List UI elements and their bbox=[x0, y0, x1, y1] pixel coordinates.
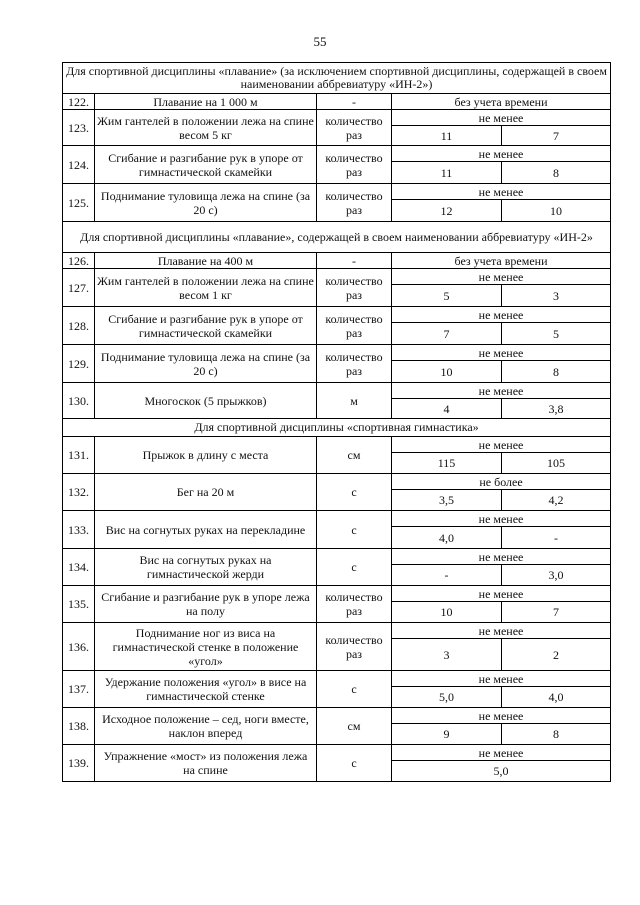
row-number: 132. bbox=[63, 474, 95, 511]
unit: см bbox=[317, 437, 392, 474]
table-row bbox=[63, 708, 611, 724]
row-number: 135. bbox=[63, 586, 95, 623]
norm-value-1: 3 bbox=[392, 639, 502, 671]
norm-value-2: 7 bbox=[502, 602, 611, 623]
row-number: 138. bbox=[63, 708, 95, 745]
unit: количество раз bbox=[317, 307, 392, 345]
row-number: 124. bbox=[63, 146, 95, 184]
norm-label: не менее bbox=[392, 586, 611, 602]
test-name: Исходное положение – сед, ноги вместе, наклон вперед bbox=[95, 708, 317, 745]
norm-label: не менее bbox=[392, 269, 611, 285]
test-name: Бег на 20 м bbox=[95, 474, 317, 511]
norm-value-2: 8 bbox=[502, 724, 611, 745]
norm-label: не менее bbox=[392, 146, 611, 162]
norm-value-2: 10 bbox=[502, 200, 611, 222]
unit: количество раз bbox=[317, 586, 392, 623]
row-number: 139. bbox=[63, 745, 95, 782]
norm-label: не менее bbox=[392, 623, 611, 639]
norm-label: не менее bbox=[392, 549, 611, 565]
table-row bbox=[63, 110, 611, 126]
norm-value-1: 10 bbox=[392, 602, 502, 623]
norm-value-1: 4 bbox=[392, 399, 502, 419]
row-number: 125. bbox=[63, 184, 95, 222]
unit: - bbox=[317, 253, 392, 269]
norm-value-1: - bbox=[392, 565, 502, 586]
norm-label: не менее bbox=[392, 745, 611, 761]
norm-value-1: 4,0 bbox=[392, 527, 502, 549]
unit: с bbox=[317, 745, 392, 782]
row-number: 133. bbox=[63, 511, 95, 549]
norm-value-2: 3,0 bbox=[502, 565, 611, 586]
test-name: Жим гантелей в положении лежа на спине весом 5 кг bbox=[95, 110, 317, 146]
table-row bbox=[63, 623, 611, 639]
norm-value-1: 12 bbox=[392, 200, 502, 222]
norm-value-1: 3,5 bbox=[392, 490, 502, 511]
norm-value-1: 5 bbox=[392, 285, 502, 307]
row-number: 137. bbox=[63, 671, 95, 708]
section-header-row bbox=[63, 222, 611, 253]
norm-value-1: 11 bbox=[392, 126, 502, 146]
norm-value-2: 8 bbox=[502, 162, 611, 184]
table-row bbox=[63, 269, 611, 285]
test-name: Вис на согнутых руках на гимнастической жерди bbox=[95, 549, 317, 586]
test-name: Поднимание туловища лежа на спине (за 20 с) bbox=[95, 184, 317, 222]
row-number: 127. bbox=[63, 269, 95, 307]
unit: количество раз bbox=[317, 184, 392, 222]
section-title: Для спортивной дисциплины «спортивная гимнастика» bbox=[63, 419, 611, 437]
unit: - bbox=[317, 94, 392, 110]
test-name: Многоскок (5 прыжков) bbox=[95, 383, 317, 419]
norm-value-1: 11 bbox=[392, 162, 502, 184]
unit: м bbox=[317, 383, 392, 419]
unit: количество раз bbox=[317, 269, 392, 307]
table-row bbox=[63, 549, 611, 565]
unit: с bbox=[317, 511, 392, 549]
table-row bbox=[63, 345, 611, 361]
norm-value-2: 2 bbox=[502, 639, 611, 671]
norm-label: не менее bbox=[392, 708, 611, 724]
row-number: 123. bbox=[63, 110, 95, 146]
test-name: Упражнение «мост» из положения лежа на спине bbox=[95, 745, 317, 782]
test-name: Сгибание и разгибание рук в упоре от гимнастической скамейки bbox=[95, 146, 317, 184]
norm-value: 5,0 bbox=[392, 761, 611, 782]
row-number: 131. bbox=[63, 437, 95, 474]
norm-value-2: 3 bbox=[502, 285, 611, 307]
page-number: 55 bbox=[313, 34, 327, 49]
test-name: Плавание на 1 000 м bbox=[95, 94, 317, 110]
table-row bbox=[63, 474, 611, 490]
test-name: Сгибание и разгибание рук в упоре от гимнастической скамейки bbox=[95, 307, 317, 345]
unit: см bbox=[317, 708, 392, 745]
table-row bbox=[63, 383, 611, 399]
test-name: Прыжок в длину с места bbox=[95, 437, 317, 474]
norm-value-2: 5 bbox=[502, 323, 611, 345]
section-title: Для спортивной дисциплины «плавание», содержащей в своем наименовании аббревиатуру «ИН-2» bbox=[63, 222, 611, 253]
norm-label: не менее bbox=[392, 345, 611, 361]
test-name: Плавание на 400 м bbox=[95, 253, 317, 269]
norm-value-1: 7 bbox=[392, 323, 502, 345]
table-row bbox=[63, 307, 611, 323]
table-row bbox=[63, 94, 611, 110]
row-number: 128. bbox=[63, 307, 95, 345]
unit: с bbox=[317, 549, 392, 586]
norm-value-2: 4,0 bbox=[502, 687, 611, 708]
table-row bbox=[63, 146, 611, 162]
norm-value-1: 5,0 bbox=[392, 687, 502, 708]
table-row bbox=[63, 745, 611, 761]
norm-note: без учета времени bbox=[392, 253, 611, 269]
norm-label: не менее bbox=[392, 184, 611, 200]
unit: количество раз bbox=[317, 623, 392, 671]
table-row bbox=[63, 671, 611, 687]
unit: с bbox=[317, 671, 392, 708]
norm-label: не менее bbox=[392, 511, 611, 527]
row-number: 126. bbox=[63, 253, 95, 269]
standards-table bbox=[62, 62, 611, 782]
norm-label: не менее bbox=[392, 437, 611, 453]
norm-value-2: - bbox=[502, 527, 611, 549]
row-number: 129. bbox=[63, 345, 95, 383]
section-header-row bbox=[63, 63, 611, 94]
table-row bbox=[63, 511, 611, 527]
norm-label: не менее bbox=[392, 307, 611, 323]
row-number: 130. bbox=[63, 383, 95, 419]
norm-value-2: 105 bbox=[502, 453, 611, 474]
table-row bbox=[63, 253, 611, 269]
table-row bbox=[63, 437, 611, 453]
unit: количество раз bbox=[317, 345, 392, 383]
norm-value-1: 10 bbox=[392, 361, 502, 383]
norm-value-2: 7 bbox=[502, 126, 611, 146]
row-number: 134. bbox=[63, 549, 95, 586]
unit: количество раз bbox=[317, 110, 392, 146]
test-name: Жим гантелей в положении лежа на спине весом 1 кг bbox=[95, 269, 317, 307]
table-row bbox=[63, 184, 611, 200]
section-header-row bbox=[63, 419, 611, 437]
norm-value-1: 115 bbox=[392, 453, 502, 474]
unit: количество раз bbox=[317, 146, 392, 184]
test-name: Вис на согнутых руках на перекладине bbox=[95, 511, 317, 549]
test-name: Поднимание ног из виса на гимнастической стенке в положение «угол» bbox=[95, 623, 317, 671]
norm-label: не менее bbox=[392, 671, 611, 687]
test-name: Удержание положения «угол» в висе на гимнастической стенке bbox=[95, 671, 317, 708]
norm-value-2: 3,8 bbox=[502, 399, 611, 419]
norm-label: не менее bbox=[392, 383, 611, 399]
test-name: Поднимание туловища лежа на спине (за 20 с) bbox=[95, 345, 317, 383]
section-title: Для спортивной дисциплины «плавание» (за исключением спортивной дисциплины, содержащей в своем наименовании аббревиатуру «ИН-2») bbox=[63, 63, 611, 94]
norm-value-1: 9 bbox=[392, 724, 502, 745]
norm-label: не менее bbox=[392, 110, 611, 126]
norm-note: без учета времени bbox=[392, 94, 611, 110]
norm-value-2: 8 bbox=[502, 361, 611, 383]
table-row bbox=[63, 586, 611, 602]
row-number: 136. bbox=[63, 623, 95, 671]
norm-label: не более bbox=[392, 474, 611, 490]
row-number: 122. bbox=[63, 94, 95, 110]
unit: с bbox=[317, 474, 392, 511]
norm-value-2: 4,2 bbox=[502, 490, 611, 511]
test-name: Сгибание и разгибание рук в упоре лежа на полу bbox=[95, 586, 317, 623]
